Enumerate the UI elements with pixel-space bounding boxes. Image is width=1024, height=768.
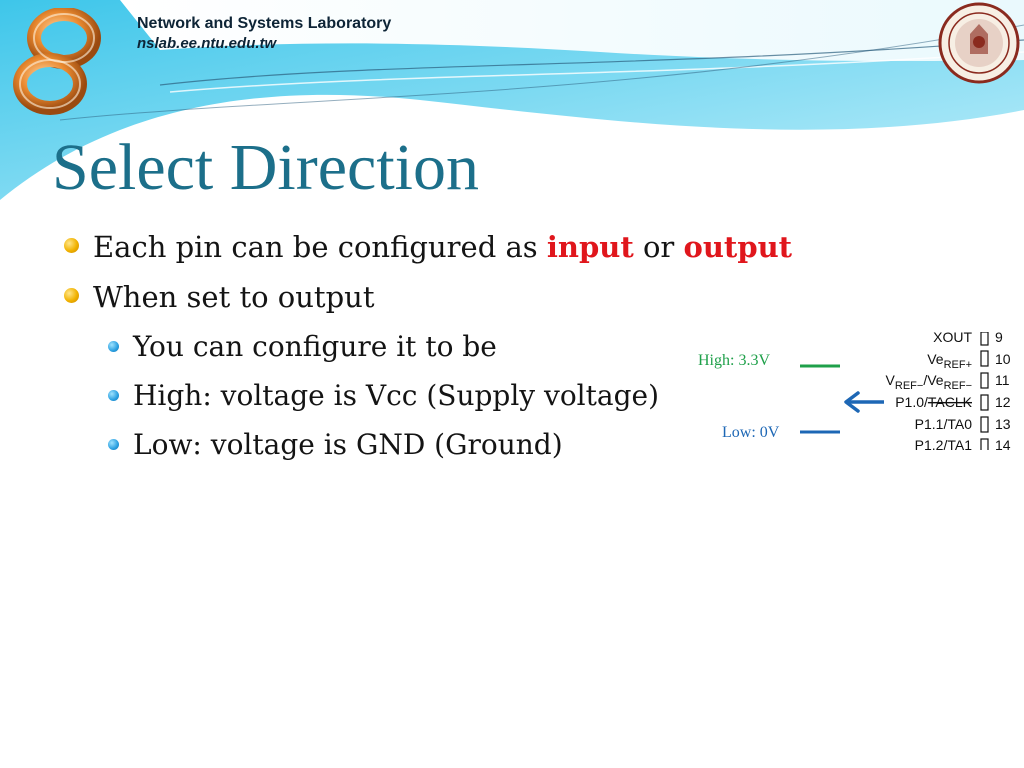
pin-13-number: 13 xyxy=(995,416,1011,432)
highlight-input: input xyxy=(546,230,634,264)
pin-14-pad xyxy=(981,439,988,450)
bullet-pin-config xyxy=(60,222,960,272)
pin-14-name: P1.2/TA1 xyxy=(914,437,972,450)
pin-10-number: 10 xyxy=(995,351,1011,367)
header-lab-info xyxy=(137,14,391,54)
pin-13-pad xyxy=(981,417,988,432)
high-voltage-label: High: 3.3V xyxy=(698,352,770,369)
subbullet-text: You can configure it to be xyxy=(133,330,497,363)
subbullet-dot-icon xyxy=(108,341,119,352)
low-voltage-label: Low: 0V xyxy=(722,424,780,441)
pin-12-name: P1.0/TACLK xyxy=(895,394,972,410)
pin-9-number: 9 xyxy=(995,332,1003,345)
subbullet-dot-icon xyxy=(108,439,119,450)
pin-10-name: $Ve_{REF+}$ xyxy=(927,351,972,371)
bullet-dot-icon xyxy=(64,288,79,303)
pin-13-name: P1.1/TA0 xyxy=(914,416,972,432)
slide-title: Select Direction xyxy=(52,131,480,204)
bullet-text: When set to output xyxy=(93,280,375,314)
chip-pin-list xyxy=(886,332,1011,450)
pin-10-pad xyxy=(981,351,988,366)
bullet-output-mode xyxy=(60,272,960,322)
highlight-output: output xyxy=(683,230,793,264)
arrow-left-icon xyxy=(846,393,884,411)
bullet-dot-icon xyxy=(64,238,79,253)
lab-url: nslab.ee.ntu.edu.tw xyxy=(137,35,277,52)
subbullet-text: High: voltage is Vcc (Supply voltage) xyxy=(133,379,659,412)
pin-11-name: $V_{REF-}/Ve_{REF-}$ xyxy=(885,372,972,392)
pin-12-number: 12 xyxy=(995,394,1011,410)
university-seal-icon xyxy=(938,2,1020,84)
pin-12-pad xyxy=(981,395,988,410)
subbullet-text: Low: voltage is GND (Ground) xyxy=(133,428,563,461)
pin-diagram xyxy=(690,332,1020,450)
subbullet-dot-icon xyxy=(108,390,119,401)
pin-14-number: 14 xyxy=(995,437,1011,450)
bullet-text: Each pin can be configured as xyxy=(93,230,547,264)
lab-name: Network and Systems Laboratory xyxy=(137,15,392,32)
pin-9-name: XOUT xyxy=(933,332,972,345)
pin-9-pad xyxy=(981,332,988,345)
pin-11-pad xyxy=(981,373,988,388)
infinity-ring-logo-icon xyxy=(12,8,104,118)
bullet-text-connector: or xyxy=(633,230,684,264)
pin-11-number: 11 xyxy=(995,372,1010,388)
